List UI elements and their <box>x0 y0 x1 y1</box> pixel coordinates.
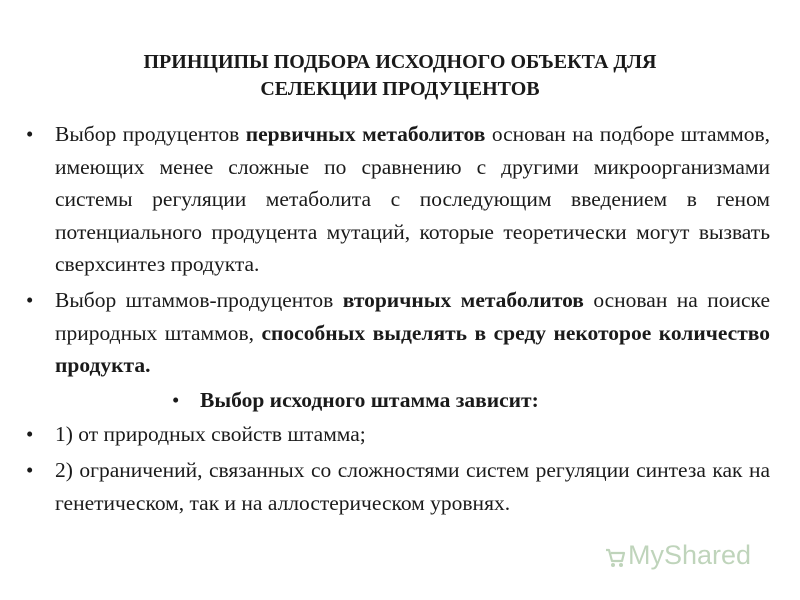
bullet-item-regulation-limits <box>22 454 770 519</box>
bullet-text-post: основан на подборе штаммов, имеющих менее сложные по сравнению с другими микроорганизмами системы регуляции метаболита с последующим введением в геном потенциального продуцента мутаций, которые теоретически могут вызвать сверхсинтез продукта. <box>55 122 770 277</box>
bullet-text-mid: основан на поиске природных штаммов, <box>55 287 770 345</box>
bullet-text-bold: Выбор исходного штамма зависит: <box>200 387 539 412</box>
bullet-dot: • <box>172 387 180 412</box>
bullet-text: 1) от природных свойств штамма; <box>55 422 366 447</box>
cart-icon <box>604 542 626 568</box>
bullet-item-secondary-metabolites <box>22 284 770 382</box>
bullet-text-pre: Выбор штаммов-продуцентов <box>55 287 343 312</box>
bullet-text-bold: первичных метаболитов <box>245 122 486 146</box>
watermark-logo <box>604 540 774 570</box>
bullet-dot: • <box>26 122 34 146</box>
bullet-text-bold-1: вторичных метаболитов <box>342 287 584 312</box>
bullet-text-bold-2: способных выделять в среду некоторое количество продукта. <box>55 320 770 378</box>
bullet-item-natural-properties <box>22 418 770 451</box>
watermark-text: MyShared <box>628 540 752 570</box>
slide-title-line-1: ПРИНЦИПЫ ПОДБОРА ИСХОДНОГО ОБЪЕКТА ДЛЯ <box>143 51 657 73</box>
bullet-item-primary-metabolites <box>22 118 770 281</box>
bullet-text: 2) ограничений, связанных со сложностями систем регуляции синтеза как на генетическом, так и на аллостерическом уровнях. <box>55 457 770 515</box>
bullet-list <box>22 118 770 522</box>
bullet-dot: • <box>26 457 34 482</box>
bullet-dot: • <box>26 287 34 312</box>
bullet-text-pre: Выбор продуцентов <box>55 122 246 146</box>
bullet-item-strain-depends <box>22 384 770 417</box>
slide-title-line-2: СЕЛЕКЦИИ ПРОДУЦЕНТОВ <box>260 78 540 100</box>
bullet-dot: • <box>26 422 34 447</box>
slide-title <box>60 49 740 103</box>
